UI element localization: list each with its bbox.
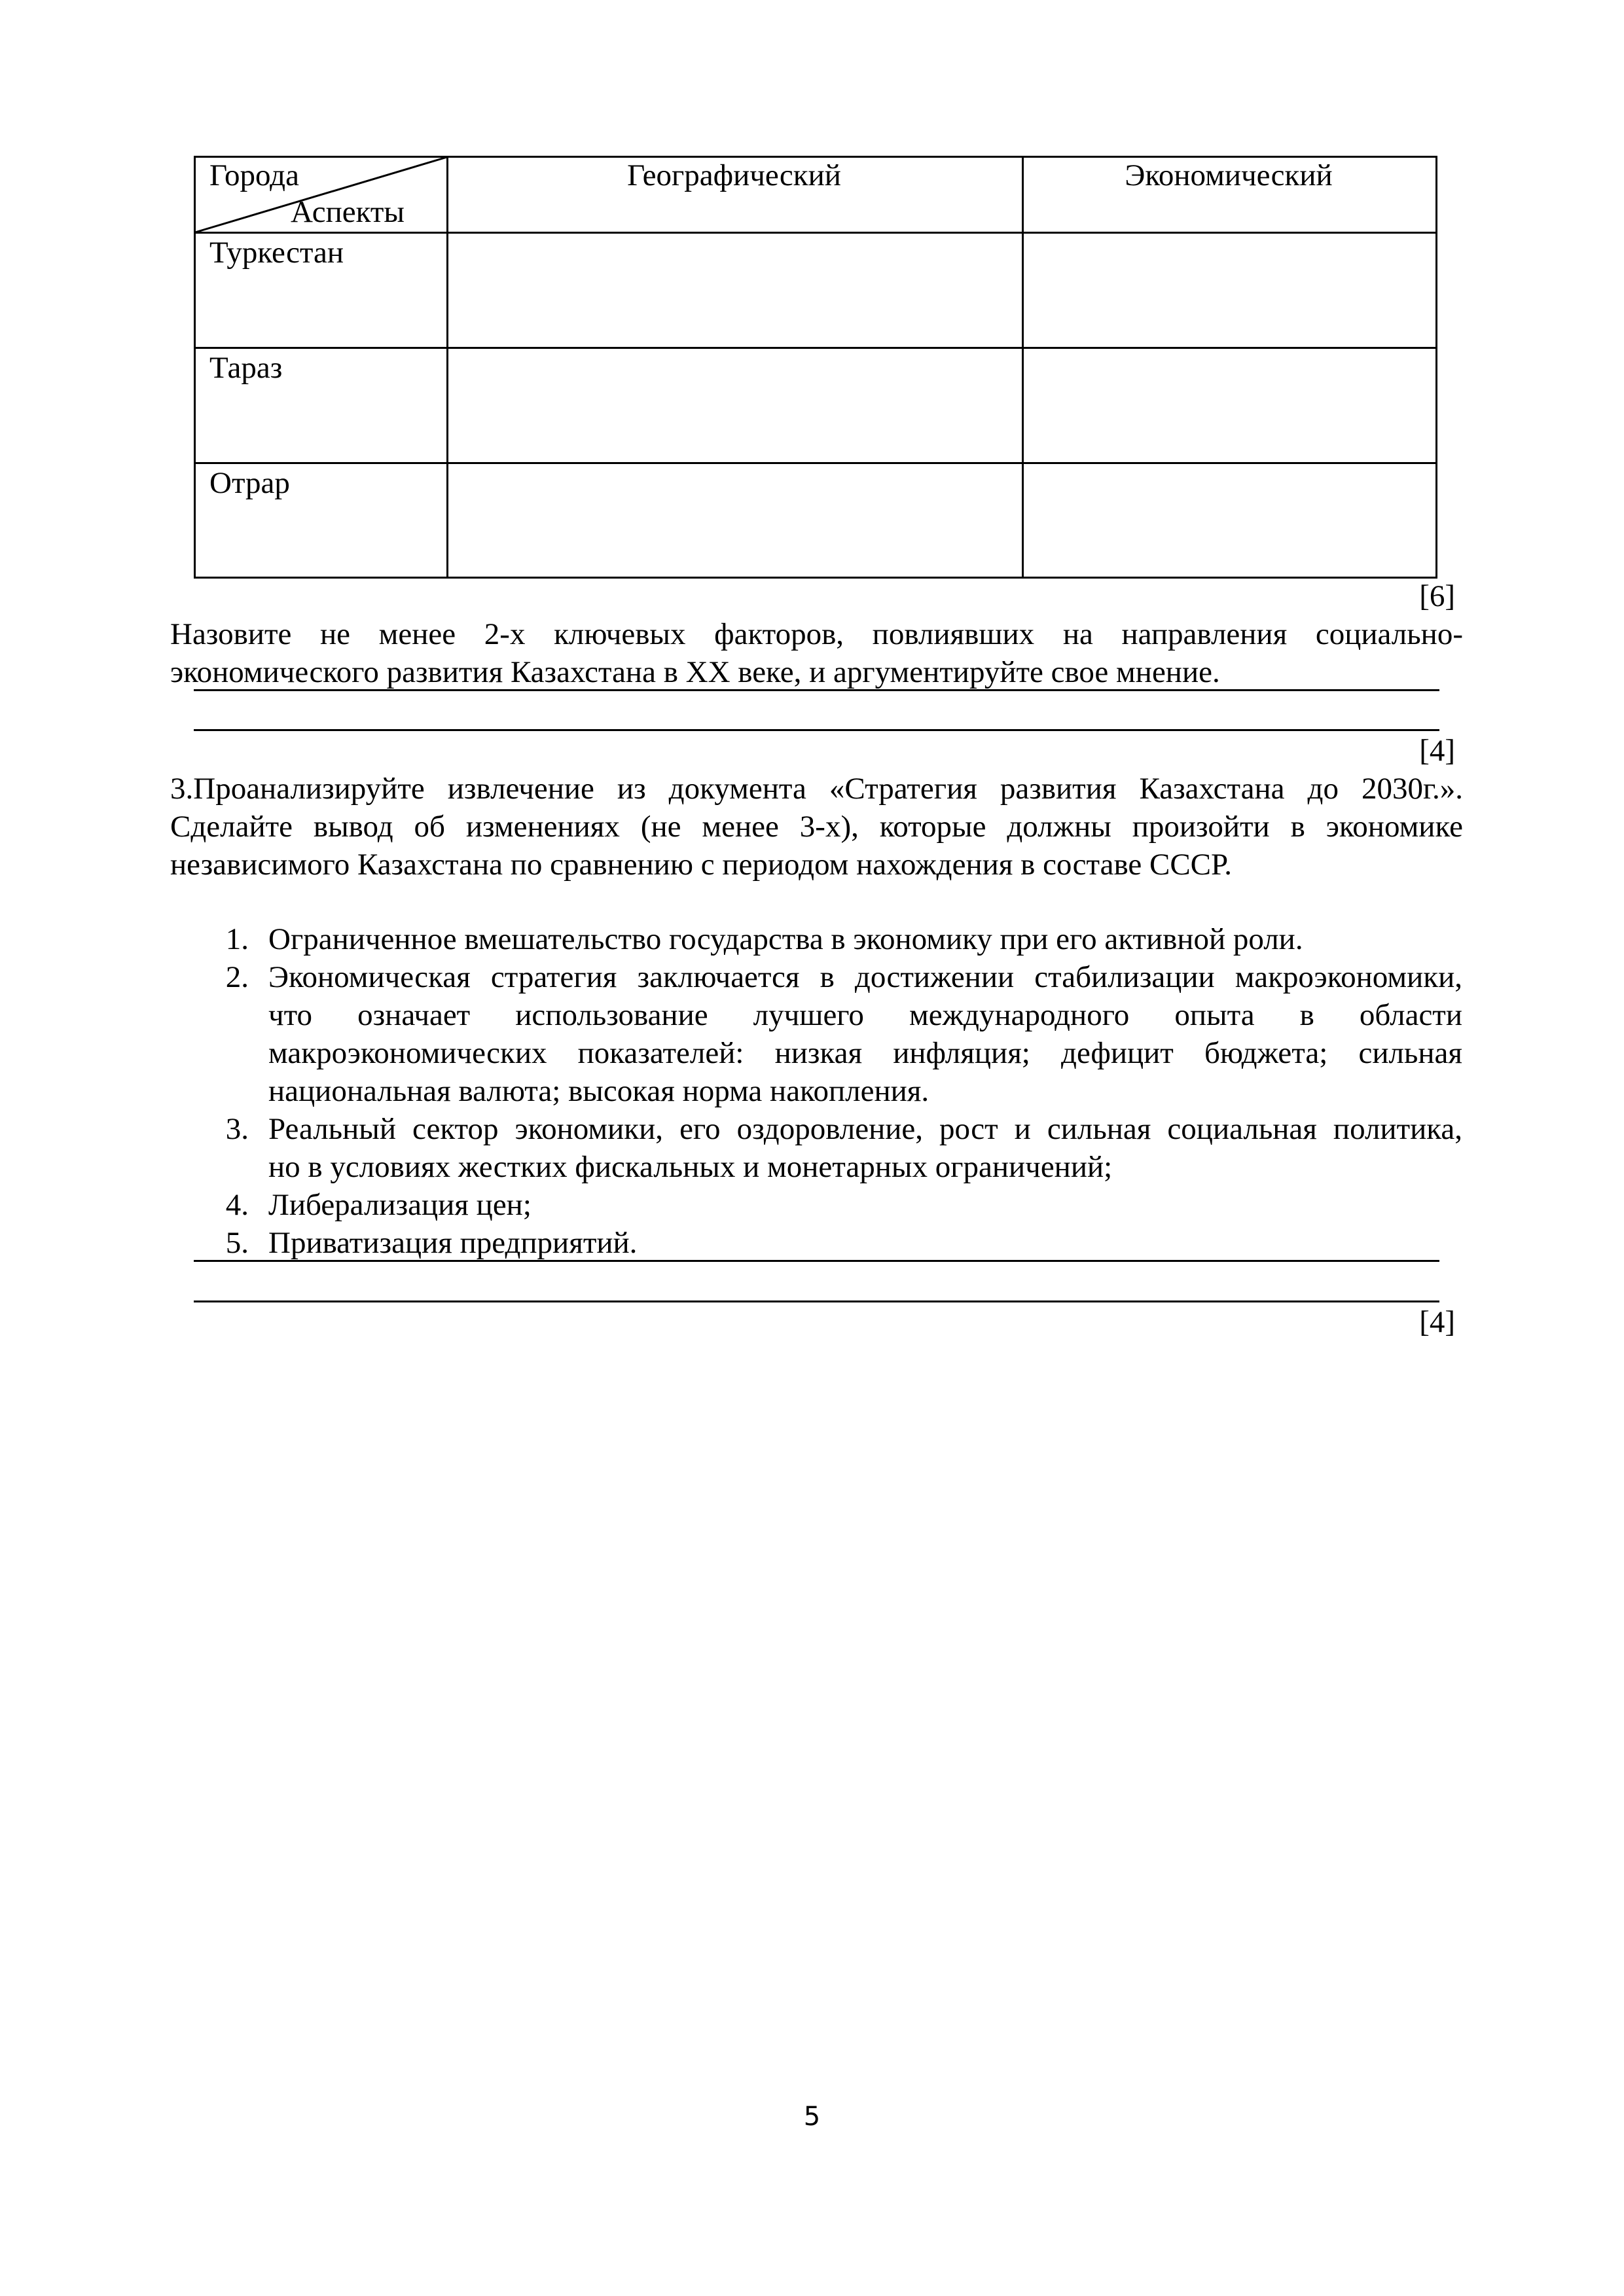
list-item-number: 5. [225, 1226, 249, 1260]
column-header-economic: Экономический [1125, 158, 1333, 192]
list-item-text: что означает использование лучшего международного опыта в области [268, 998, 1462, 1032]
list-item-number: 1. [225, 922, 249, 956]
answer-line [194, 1300, 1439, 1302]
list-item-text: Либерализация цен; [268, 1188, 532, 1222]
list-item-text: национальная валюта; высокая норма накопления. [268, 1074, 929, 1108]
table-border [1435, 156, 1437, 579]
page-number: 5 [803, 2102, 821, 2132]
table-border [194, 577, 1437, 579]
score-marker: [4] [1419, 734, 1455, 768]
column-header-geographic: Географический [627, 158, 841, 192]
list-item-text: Экономическая стратегия заключается в достижении стабилизации макроэкономики, [268, 960, 1462, 994]
corner-header-cities: Города [209, 158, 299, 192]
question-2-line: экономического развития Казахстана в XX веке, и аргументируйте свое мнение. [170, 655, 1220, 689]
row-header-turkestan: Туркестан [209, 236, 344, 270]
list-item-number: 2. [225, 960, 249, 994]
answer-line [194, 729, 1439, 731]
score-marker: [4] [1419, 1305, 1455, 1339]
list-item-text: Ограниченное вмешательство государства в экономику при его активной роли. [268, 922, 1303, 956]
table-border [194, 462, 1437, 464]
question-3-line: 3.Проанализируйте извлечение из документа «Стратегия развития Казахстана до 2030г.». [170, 772, 1463, 806]
row-header-taraz: Тараз [209, 351, 283, 385]
question-3-line: Сделайте вывод об изменениях (не менее 3-х), которые должны произойти в экономике [170, 810, 1463, 844]
list-item-text: Приватизация предприятий. [268, 1226, 638, 1260]
score-marker: [6] [1419, 579, 1455, 613]
answer-line [194, 689, 1439, 691]
list-item-text: но в условиях жестких фискальных и монетарных ограничений; [268, 1150, 1113, 1184]
list-item-number: 4. [225, 1188, 249, 1222]
corner-header-aspects: Аспекты [291, 195, 405, 229]
answer-line [194, 1260, 1439, 1262]
question-3-line: независимого Казахстана по сравнению с периодом нахождения в составе СССР. [170, 848, 1233, 882]
cities-aspects-table [194, 156, 1437, 579]
question-2-line: Назовите не менее 2-х ключевых факторов, повлиявших на направления социально- [170, 617, 1463, 651]
list-item-text: Реальный сектор экономики, его оздоровление, рост и сильная социальная политика, [268, 1112, 1462, 1146]
table-border [1022, 156, 1024, 579]
list-item-text: макроэкономических показателей: низкая инфляция; дефицит бюджета; сильная [268, 1036, 1462, 1070]
row-header-otrar: Отрар [209, 466, 290, 500]
table-border [194, 347, 1437, 349]
list-item-number: 3. [225, 1112, 249, 1146]
